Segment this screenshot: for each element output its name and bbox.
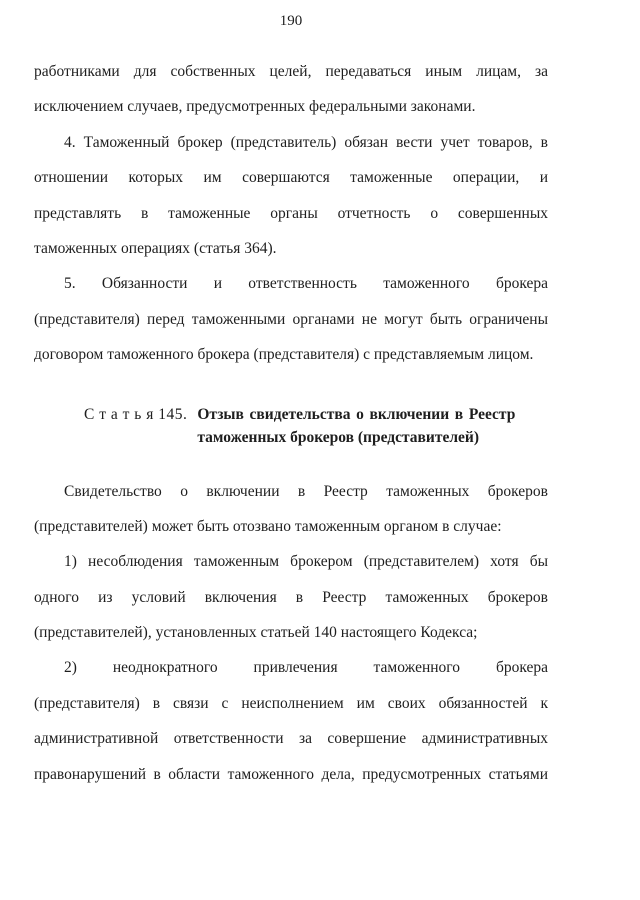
text-line: работниками для собственных целей, передаваться иным лицам, за [34, 63, 548, 80]
text-line: таможенных брокеров (представителей) [197, 428, 480, 446]
text-line: 5. Обязанности и ответственность таможенного брокера [64, 275, 548, 293]
text-block [34, 54, 548, 792]
article-heading-label: С т а т ь я 145. [84, 405, 188, 423]
text-line: 2) неоднократного привлечения таможенного брокера [64, 659, 548, 677]
text-line: представлять в таможенные органы отчетность о совершенных [34, 204, 548, 222]
text-line: (представителей), установленных статьей 140 настоящего Кодекса; [34, 624, 478, 642]
text-line: 1) несоблюдения таможенным брокером (представителем) хотя бы [64, 553, 548, 571]
text-line: таможенных операциях (статья 364). [34, 239, 277, 257]
paragraph-continuation [34, 54, 548, 125]
paragraph-revocation-intro [34, 474, 548, 545]
text-line: правонарушений в области таможенного дела, предусмотренных статьями [34, 765, 548, 783]
article-heading-title [197, 403, 515, 449]
text-line: (представителей) может быть отозвано таможенным органом в случае: [34, 517, 502, 535]
article-heading [84, 403, 548, 449]
text-line: (представителя) в связи с неисполнением им своих обязанностей к [34, 694, 548, 712]
text-line: Отзыв свидетельства о включении в Реестр [197, 405, 516, 423]
paragraph-clause-5 [34, 266, 548, 372]
text-line: (представителя) перед таможенными органами не могут быть ограничены [34, 310, 548, 328]
paragraph-clause-4 [34, 125, 548, 267]
text-line: административной ответственности за совершение административных [34, 730, 548, 748]
paragraph-item-1 [34, 544, 548, 650]
text-line: одного из условий включения в Реестр таможенных брокеров [34, 588, 548, 606]
page-number: 190 [279, 13, 303, 29]
text-line: отношении которых им совершаются таможенные операции, и [34, 169, 548, 187]
text-line: 4. Таможенный брокер (представитель) обязан вести учет товаров, в [64, 133, 548, 151]
paragraph-item-2 [34, 650, 548, 792]
text-line: исключением случаев, предусмотренных федеральными законами. [34, 98, 476, 116]
text-line: договором таможенного брокера (представителя) с представляемым лицом. [34, 346, 534, 364]
text-line: Свидетельство о включении в Реестр таможенных брокеров [64, 482, 548, 500]
